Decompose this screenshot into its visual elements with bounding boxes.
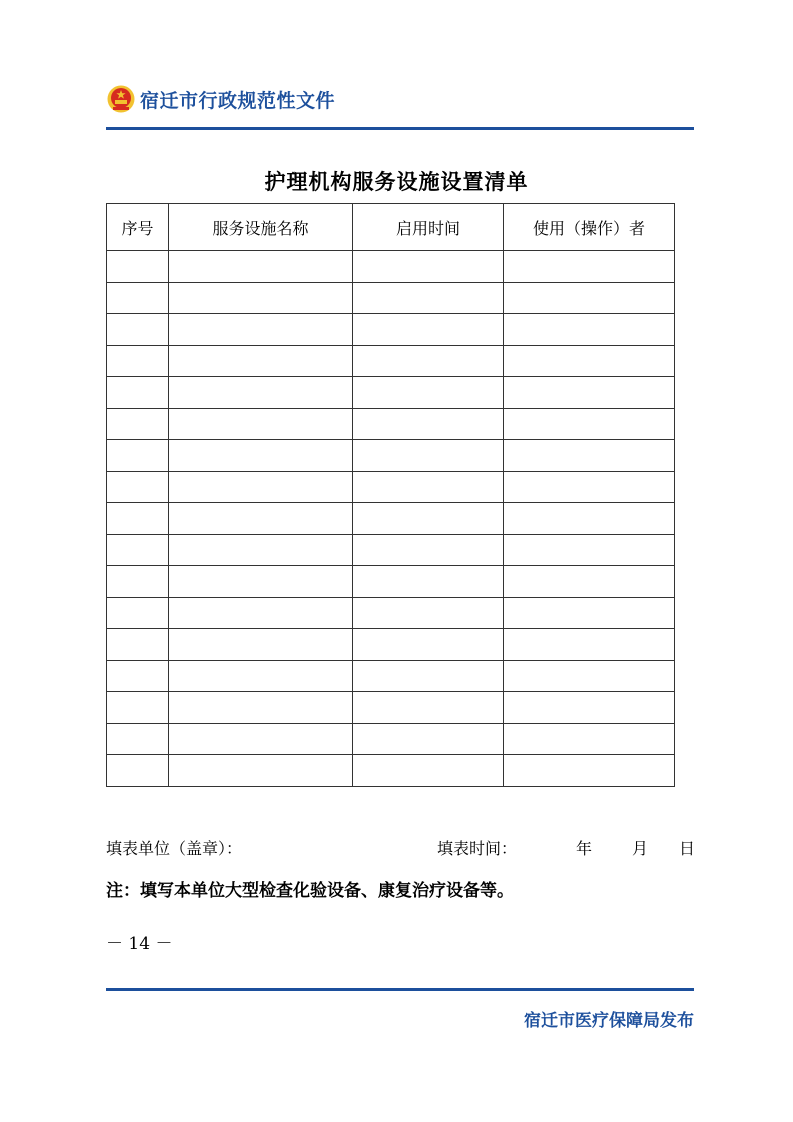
table-cell <box>504 282 675 314</box>
table-row <box>107 377 675 409</box>
table-row <box>107 692 675 724</box>
table-cell <box>169 723 353 755</box>
table-cell <box>107 440 169 472</box>
table-row <box>107 723 675 755</box>
note-text: 注：填写本单位大型检查化验设备、康复治疗设备等。 <box>106 881 514 901</box>
table-cell <box>504 692 675 724</box>
table-cell <box>504 629 675 661</box>
table-cell <box>107 314 169 346</box>
table-cell <box>353 629 504 661</box>
page-number: － 14 － <box>106 934 173 954</box>
table-cell <box>107 408 169 440</box>
table-row <box>107 408 675 440</box>
table-row <box>107 251 675 283</box>
table-cell <box>504 345 675 377</box>
table-body <box>107 251 675 787</box>
table-cell <box>504 723 675 755</box>
document-title: 护理机构服务设施设置清单 <box>264 169 529 194</box>
table-cell <box>353 440 504 472</box>
table-header-row <box>107 204 675 251</box>
table-cell <box>107 377 169 409</box>
table-cell <box>504 314 675 346</box>
table-row <box>107 597 675 629</box>
table-cell <box>169 755 353 787</box>
table-cell <box>169 314 353 346</box>
table-cell <box>169 660 353 692</box>
table-cell <box>169 597 353 629</box>
table-cell <box>353 534 504 566</box>
table-cell <box>169 377 353 409</box>
table-cell <box>169 566 353 598</box>
column-header-operator: 使用（操作）者 <box>504 204 675 251</box>
table-cell <box>353 377 504 409</box>
table-cell <box>504 251 675 283</box>
table-cell <box>107 282 169 314</box>
table-cell <box>107 534 169 566</box>
table-cell <box>353 345 504 377</box>
table-cell <box>353 660 504 692</box>
table-cell <box>107 503 169 535</box>
fill-year-label: 年 <box>576 839 593 858</box>
table-cell <box>504 408 675 440</box>
table-cell <box>107 345 169 377</box>
table-cell <box>107 629 169 661</box>
table-cell <box>353 251 504 283</box>
table-cell <box>504 755 675 787</box>
table-row <box>107 503 675 535</box>
table-cell <box>169 345 353 377</box>
table-cell <box>169 282 353 314</box>
fill-unit-label: 填表单位（盖章）： <box>106 839 243 858</box>
footer-publisher: 宿迁市医疗保障局发布 <box>524 1011 694 1031</box>
header-rule <box>106 127 694 130</box>
table-cell <box>504 534 675 566</box>
fill-day-label: 日 <box>679 839 696 858</box>
table-cell <box>504 471 675 503</box>
table-cell <box>504 503 675 535</box>
table-cell <box>107 251 169 283</box>
table-row <box>107 660 675 692</box>
fill-month-label: 月 <box>632 839 649 858</box>
column-header-facility-name: 服务设施名称 <box>169 204 353 251</box>
document-header <box>106 84 335 114</box>
table-row <box>107 282 675 314</box>
column-header-start-time: 启用时间 <box>353 204 504 251</box>
table-row <box>107 629 675 661</box>
header-title: 宿迁市行政规范性文件 <box>140 89 336 112</box>
table-cell <box>169 629 353 661</box>
table-row <box>107 314 675 346</box>
table-row <box>107 755 675 787</box>
table-cell <box>504 440 675 472</box>
table-cell <box>107 755 169 787</box>
table-cell <box>353 471 504 503</box>
table-cell <box>107 597 169 629</box>
fill-time-label: 填表时间： <box>437 839 518 858</box>
table-row <box>107 345 675 377</box>
table-cell <box>504 377 675 409</box>
table-cell <box>107 723 169 755</box>
table-row <box>107 471 675 503</box>
table-cell <box>504 597 675 629</box>
table-cell <box>353 566 504 598</box>
table-cell <box>107 471 169 503</box>
column-header-index: 序号 <box>107 204 169 251</box>
table-cell <box>353 503 504 535</box>
table-row <box>107 440 675 472</box>
table-cell <box>353 692 504 724</box>
table-cell <box>169 251 353 283</box>
facility-table <box>106 203 675 787</box>
table-cell <box>107 660 169 692</box>
table-cell <box>169 534 353 566</box>
table-cell <box>353 408 504 440</box>
table-cell <box>353 755 504 787</box>
table-cell <box>169 692 353 724</box>
table-cell <box>169 440 353 472</box>
national-emblem-icon <box>106 84 136 114</box>
table-row <box>107 566 675 598</box>
table-cell <box>107 566 169 598</box>
table-cell <box>504 660 675 692</box>
table-cell <box>169 503 353 535</box>
table-cell <box>504 566 675 598</box>
table-cell <box>353 723 504 755</box>
table-cell <box>169 471 353 503</box>
table-cell <box>353 314 504 346</box>
table-cell <box>353 282 504 314</box>
table-cell <box>107 692 169 724</box>
table-cell <box>169 408 353 440</box>
table-cell <box>353 597 504 629</box>
table-row <box>107 534 675 566</box>
footer-rule <box>106 988 694 991</box>
